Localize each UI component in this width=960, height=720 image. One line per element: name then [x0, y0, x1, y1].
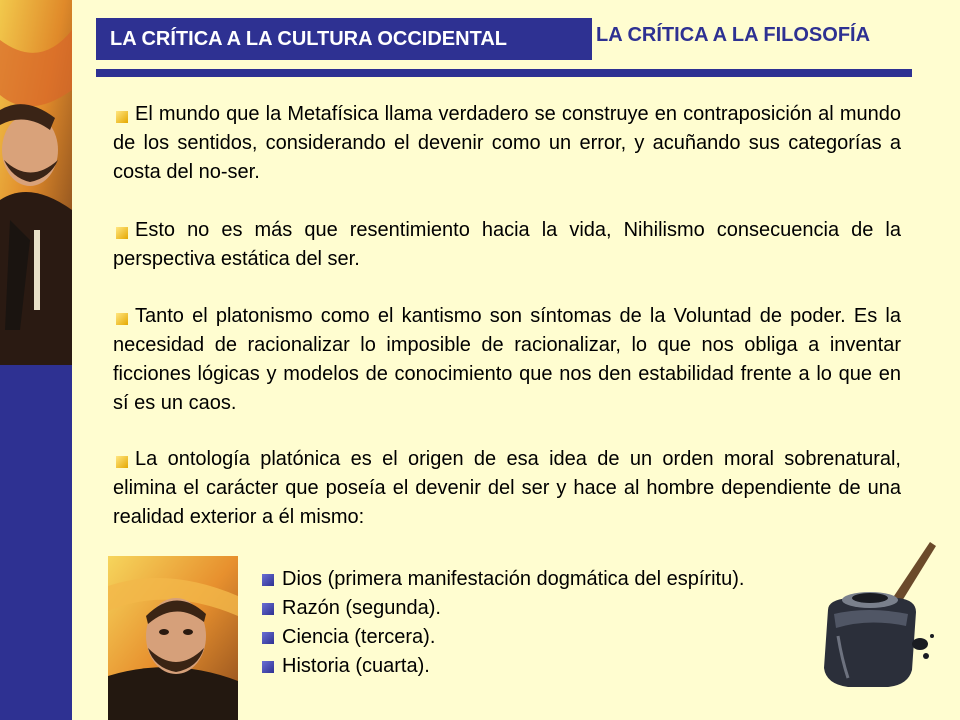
paragraph-metafisica: El mundo que la Metafísica llama verdadero se construye en contraposición al mundo de los sentidos, considerando el devenir como un error, y acuñando sus categorías a costa del no-ser.: [113, 103, 901, 183]
list-item-label: Dios (primera manifestación dogmática del espíritu).: [282, 568, 745, 590]
list-item: [262, 623, 744, 652]
section-subtitle: LA CRÍTICA A LA FILOSOFÍA: [596, 24, 871, 46]
list-item-label: Razón (segunda).: [282, 597, 441, 619]
concept-list: [262, 565, 744, 681]
page-title: LA CRÍTICA A LA CULTURA OCCIDENTAL: [96, 18, 592, 60]
bullet-square-icon: [262, 632, 274, 644]
nietzsche-portrait-small: [108, 556, 238, 720]
bullet-square-icon: [262, 661, 274, 673]
title-underline: [96, 69, 912, 77]
list-item: [262, 652, 744, 681]
nietzsche-portrait-top: [0, 0, 72, 365]
paragraph-ontologia: La ontología platónica es el origen de esa idea de un orden moral sobrenatural, elimina el carácter que poseía el devenir del ser y hace al hombre dependiente de una realidad exterior a él mismo:: [113, 448, 901, 528]
list-item-label: Historia (cuarta).: [282, 655, 430, 677]
list-item: [262, 565, 744, 594]
bullet-square-icon: [262, 574, 274, 586]
list-item: [262, 594, 744, 623]
paragraph-nihilismo: Esto no es más que resentimiento hacia la vida, Nihilismo consecuencia de la perspectiva estática del ser.: [113, 219, 901, 270]
list-item-label: Ciencia (tercera).: [282, 626, 436, 648]
inkwell-quill-icon: [808, 540, 948, 690]
bullet-square-icon: [262, 603, 274, 615]
paragraph-voluntad-poder: Tanto el platonismo como el kantismo son síntomas de la Voluntad de poder. Es la necesidad de racionalizar lo imposible de racionalizar, lo que nos obliga a inventar ficciones lógicas y modelos de conocimiento que nos den estabilidad frente a lo que en sí es un caos.: [113, 305, 901, 414]
